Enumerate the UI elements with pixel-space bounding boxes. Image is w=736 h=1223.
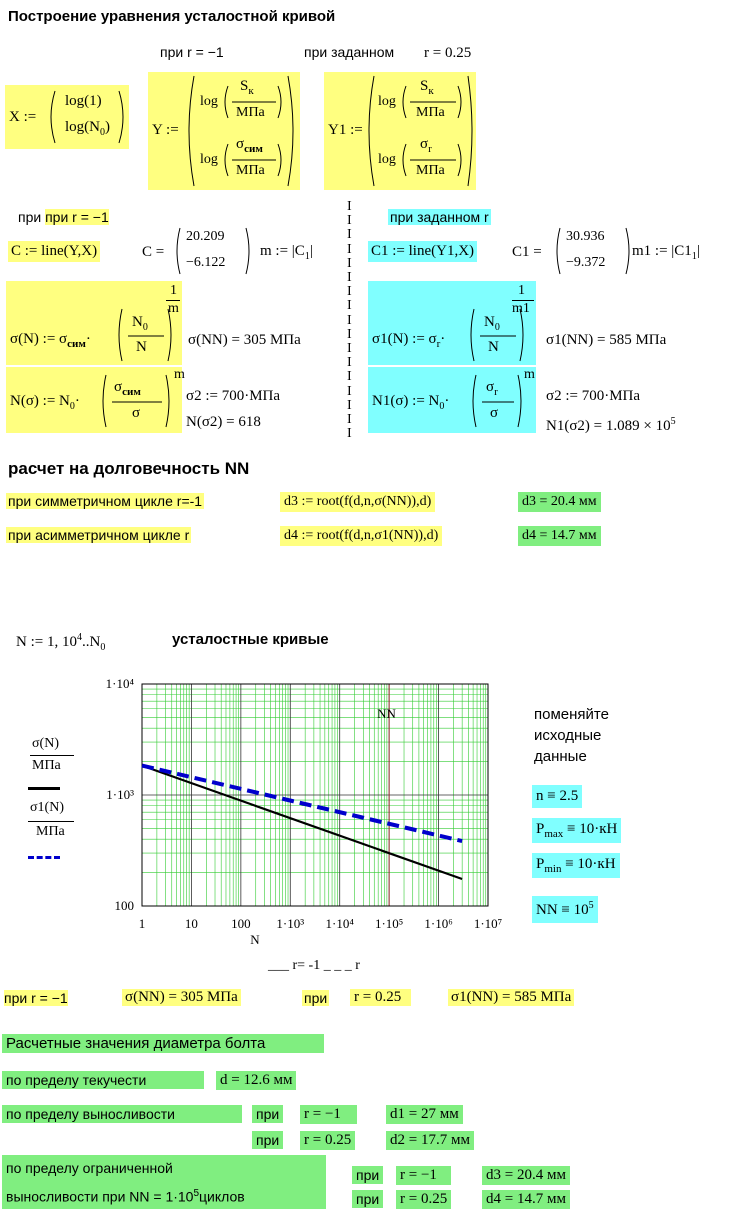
chart-legend-text: ___ r= -1 _ _ _ r xyxy=(268,958,360,973)
d4-result: d4 = 14.7 мм xyxy=(518,526,601,546)
ylabel-sigma-bot: МПа xyxy=(32,758,61,773)
sk-text: $S_к$ xyxy=(240,78,254,97)
c1-eq: C1 = xyxy=(512,244,542,260)
sigma-r-text: $\sigma_r$ xyxy=(486,379,498,398)
limited-pri-1: при xyxy=(352,1166,383,1184)
chart-heading: усталостные кривые xyxy=(172,631,329,648)
diameter-heading: Расчетные значения диаметра болта xyxy=(2,1034,324,1053)
x-tick-label: 100 xyxy=(231,916,251,931)
n-sigma-definition[interactable] xyxy=(6,367,185,433)
mpa-text: МПа xyxy=(236,163,265,178)
c-value-2: −6.122 xyxy=(186,255,226,270)
d4-definition[interactable]: d4 := root(f(d,n,σ1(NN)),d) xyxy=(280,526,442,546)
asym-cycle-label: при асимметричном цикле r xyxy=(8,527,190,543)
mpa-text: МПа xyxy=(236,105,265,120)
sym-cycle-label: при симметричном цикле r=-1 xyxy=(8,493,203,509)
page-title: Построение уравнения усталостной кривой xyxy=(8,8,336,25)
c1-value-2: −9.372 xyxy=(566,255,606,270)
x-tick-label: 1·10³ xyxy=(276,916,305,931)
x-value-2: $\log(N_0)$ xyxy=(65,119,110,138)
r-sym-label: при r = −1 xyxy=(160,44,224,60)
endurance-pri-1: при xyxy=(252,1105,283,1123)
x-tick-label: 1·10⁴ xyxy=(325,916,354,931)
param-pmax[interactable]: $P_{max} \equiv 10\cdot кН$ xyxy=(532,818,621,843)
exp-denominator: m1 xyxy=(512,301,530,316)
n1-sigma2-value: $N1(\sigma 2) = 1.089 \times 10^5$ xyxy=(546,416,676,434)
ylabel-fraction-bar xyxy=(30,755,74,756)
exp-denominator: m xyxy=(168,301,179,316)
exp-numerator: 1 xyxy=(170,283,177,298)
exp-m: m xyxy=(524,367,535,382)
sigma2-def-right: σ2 := 700·МПа xyxy=(546,388,641,404)
legend-line-solid xyxy=(28,787,60,790)
y-definition[interactable] xyxy=(148,72,300,190)
param-pmin[interactable]: $P_{min} \equiv 10\cdot кН$ xyxy=(532,853,620,878)
ylabel-sigma1-bot: МПа xyxy=(36,824,65,839)
sigma-r-text: $\sigma_r$ xyxy=(420,136,432,155)
y-tick-label: 1·10⁴ xyxy=(105,676,134,691)
limited-endurance-label: по пределу ограниченной выносливости при NN = $1\cdot 10^5циклов$ xyxy=(2,1155,326,1209)
sigma-n-definition[interactable] xyxy=(6,281,182,365)
side-note: поменяйте исходные данные xyxy=(534,706,609,765)
sigma-text: σ xyxy=(132,405,141,421)
y-tick-label: 100 xyxy=(114,898,134,913)
limited-r-025: r = 0.25 xyxy=(396,1190,451,1209)
sigma1-nn-value: σ1(NN) = 585 МПа xyxy=(546,332,667,348)
fatigue-chart xyxy=(70,660,520,960)
x-axis-label: N xyxy=(250,932,260,947)
sk-text: $S_к$ xyxy=(420,78,434,97)
r-given-label: при заданном xyxy=(304,44,395,60)
n1-sigma-lhs: N1(σ) := $N_0\cdot$ xyxy=(372,393,450,412)
n-text: N xyxy=(136,339,147,355)
limited-r-m1: r = −1 xyxy=(396,1166,451,1185)
given-label: при заданном r xyxy=(390,209,489,225)
r-given-value: r = 0.25 xyxy=(424,45,472,61)
sigma2-def: σ2 := 700·МПа xyxy=(186,388,281,404)
endurance-r-m1: r = −1 xyxy=(300,1105,357,1124)
d3-definition[interactable]: d3 := root(f(d,n,σ(NN)),d) xyxy=(280,492,435,512)
param-n[interactable]: n ≡ 2.5 xyxy=(532,785,582,808)
log-text: log xyxy=(200,152,218,167)
limited-d4: d4 = 14.7 мм xyxy=(482,1190,570,1209)
sigma1-n-definition[interactable] xyxy=(368,281,536,365)
yield-d-value: d = 12.6 мм xyxy=(216,1071,296,1090)
y1-lhs: Y1 := xyxy=(328,122,363,138)
n1-sigma-definition[interactable] xyxy=(368,367,536,433)
n-sigma2-value: N(σ2) = 618 xyxy=(186,414,261,430)
column-separator: I I I I I I I I I I I I I I I I I xyxy=(347,199,352,442)
yield-label: по пределу текучести xyxy=(2,1071,204,1089)
n0-text: $N_0$ xyxy=(132,314,148,333)
sigma-sim-text: $\sigma_{сим}$ xyxy=(236,136,263,155)
summary-r025: r = 0.25 xyxy=(350,989,411,1006)
param-nn[interactable]: NN ≡ $10^5$ xyxy=(532,896,598,923)
endurance-pri-2: при xyxy=(252,1131,283,1149)
n1-sigma-paren xyxy=(470,371,526,431)
sigma1-n-lhs: σ1(N) := $\sigma_r\cdot$ xyxy=(372,331,446,350)
c1-definition[interactable]: C1 := line(Y1,X) xyxy=(368,241,477,262)
m1-definition[interactable]: m1 := $|C1_1|$ xyxy=(632,243,700,262)
sigma-nn-value: σ(NN) = 305 МПа xyxy=(188,332,301,348)
m-definition[interactable]: m := $|C_1|$ xyxy=(260,243,313,262)
range-definition[interactable]: N := 1, $10^4..N_0$ xyxy=(16,632,106,653)
mpa-text: МПа xyxy=(416,105,445,120)
sigma-sim-text: $\sigma_{сим}$ xyxy=(114,379,141,398)
endurance-d1: d1 = 27 мм xyxy=(386,1105,463,1124)
y1-definition[interactable] xyxy=(324,72,476,190)
y-tick-label: 1·10³ xyxy=(106,787,134,802)
limited-d3: d3 = 20.4 мм xyxy=(482,1166,570,1185)
ylabel-fraction-bar xyxy=(28,821,74,822)
n-text: N xyxy=(488,339,499,355)
x-tick-label: 1·10⁵ xyxy=(374,916,404,931)
log-text: log xyxy=(200,94,218,109)
legend-line-dashed xyxy=(28,856,60,859)
n-sigma-lhs: N(σ) := $N_0\cdot$ xyxy=(10,393,80,412)
x-tick-label: 1·10⁶ xyxy=(424,916,453,931)
sigma-n-lhs: σ(N) := $\sigma_{сим}\cdot$ xyxy=(10,331,91,350)
log-text: log xyxy=(378,152,396,167)
nn-marker-label: NN xyxy=(377,706,396,721)
summary-r1: при r = −1 xyxy=(4,990,68,1006)
endurance-d2: d2 = 17.7 мм xyxy=(386,1131,474,1150)
x-value-1: log(1) xyxy=(65,93,102,109)
summary-sigma-nn: σ(NN) = 305 МПа xyxy=(122,989,241,1006)
mpa-text: МПа xyxy=(416,163,445,178)
x-definition[interactable] xyxy=(5,85,129,149)
exp-numerator: 1 xyxy=(518,283,525,298)
summary-sigma1-nn: σ1(NN) = 585 МПа xyxy=(448,989,574,1006)
y-lhs: Y := xyxy=(152,122,179,138)
summary-pri: при xyxy=(304,990,328,1006)
c-definition[interactable]: C := line(Y,X) xyxy=(8,241,100,262)
ylabel-sigma1-top: σ1(N) xyxy=(30,800,64,815)
c1-value-1: 30.936 xyxy=(566,229,605,244)
log-text: log xyxy=(378,94,396,109)
c-eq: C = xyxy=(142,244,165,260)
endurance-label: по пределу выносливости xyxy=(2,1105,242,1123)
x-lhs: X := xyxy=(9,109,37,125)
x-tick-label: 1 xyxy=(138,916,146,931)
x-tick-label: 1·10⁷ xyxy=(473,916,503,931)
ylabel-sigma-top: σ(N) xyxy=(32,736,59,751)
c-value-1: 20.209 xyxy=(186,229,225,244)
limited-pri-2: при xyxy=(352,1190,383,1208)
sym-label: при при r = −1 xyxy=(18,209,109,225)
d3-result: d3 = 20.4 мм xyxy=(518,492,601,512)
sigma-text: σ xyxy=(490,405,499,421)
x-tick-label: 10 xyxy=(184,916,198,931)
endurance-r-025: r = 0.25 xyxy=(300,1131,355,1150)
exp-m: m xyxy=(174,367,185,382)
n0-text: $N_0$ xyxy=(484,314,500,333)
durability-heading: расчет на долговечность NN xyxy=(8,459,250,478)
